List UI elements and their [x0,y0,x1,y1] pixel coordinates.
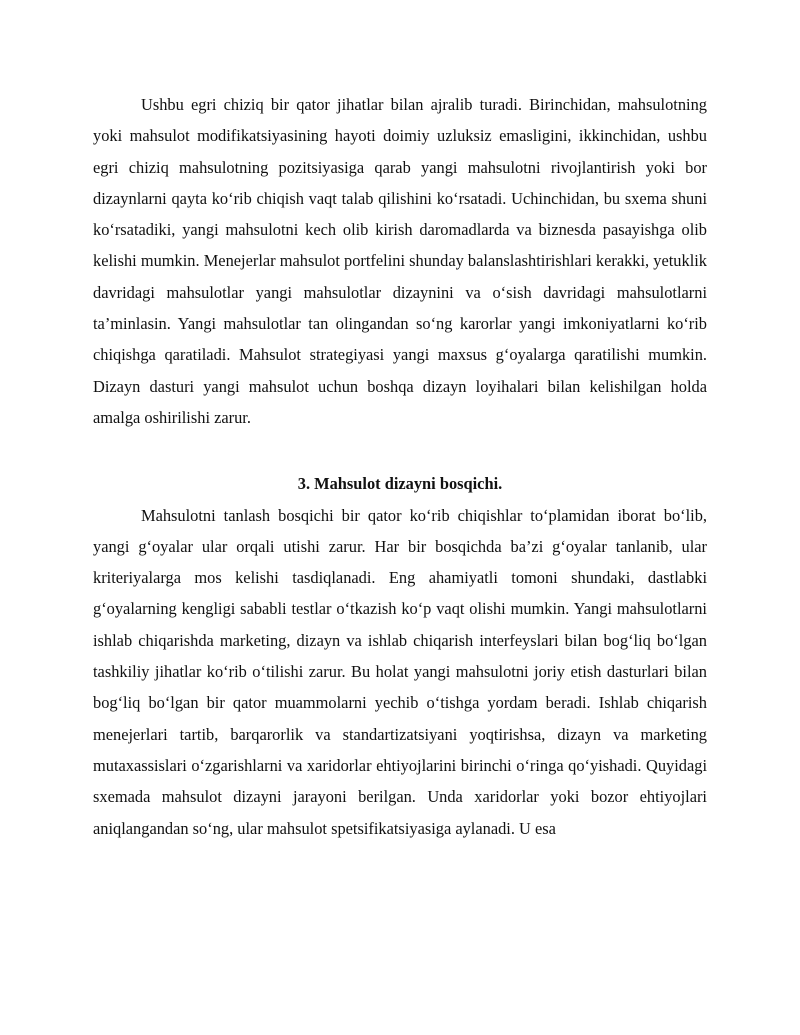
section-heading: 3. Mahsulot dizayni bosqichi. [297,474,503,494]
document-page [93,89,707,844]
body-paragraph: Mahsulotni tanlash bosqichi bir qator ko‘rib chiqishlar to‘plamidan iborat bo‘lib, yangi g‘oyalar ular orqali utishi zarur. Har bir bosqichda ba’zi g‘oyalar tanlanib, ular kriteriyalarga mos kelishi tasdiqlanadi. Eng ahamiyatli tomoni shundaki, dastlabki g‘oyalarning kengligi sababli testlar o‘tkazish ko‘p vaqt olishi mumkin. Yangi mahsulotlarni ishlab chiqarishda marketing, dizayn va ishlab chiqarish interfeyslari bilan bog‘liq bo‘lgan tashkiliy jihatlar ko‘rib o‘tilishi zarur. Bu holat yangi mahsulotni joriy etish dasturlari bilan bog‘liq bo‘lgan bir qator muammolarni yechib o‘tishga yordam beradi. Ishlab chiqarish menejerlari tartib, barqarorlik va standartizatsiyani yoqtirishsa, dizayn va marketing mutaxassislari o‘zgarishlarni va xaridorlar ehtiyojlarini birinchi o‘ringa qo‘yishadi. Quyidagi sxemada mahsulot dizayni jarayoni berilgan. Unda xaridorlar yoki bozor ehtiyojlari aniqlangandan so‘ng, ular mahsulot spetsifikatsiyasiga aylanadi. U esa [93,505,707,838]
body-paragraph: Ushbu egri chiziq bir qator jihatlar bilan ajralib turadi. Birinchidan, mahsulotning yoki mahsulot modifikatsiyasining hayoti doimiy uzluksiz emasligini, ikkinchidan, ushbu egri chiziq mahsulotning pozitsiyasiga qarab yangi mahsulotni rivojlantirish yoki bor dizaynlarni qayta ko‘rib chiqish vaqt talab qilishini ko‘rsatadi. Uchinchidan, bu sxema shuni ko‘rsatadiki, yangi mahsulotni kech olib kirish daromadlarda va biznesda pasayishga olib kelishi mumkin. Menejerlar mahsulot portfelini shunday balanslashtirishlari kerakki, yetuklik davridagi mahsulotlar yangi mahsulotlar dizaynini va o‘sish davridagi mahsulotlarni ta’minlasin. Yangi mahsulotlar tan olingandan so‘ng karorlar yangi imkoniyatlarni ko‘rib chiqishga qaratiladi. Mahsulot strategiyasi yangi maxsus g‘oyalarga qaratilishi mumkin. Dizayn dasturi yangi mahsulot uchun boshqa dizayn loyihalari bilan kelishilgan holda amalga oshirilishi zarur. [93,95,707,427]
